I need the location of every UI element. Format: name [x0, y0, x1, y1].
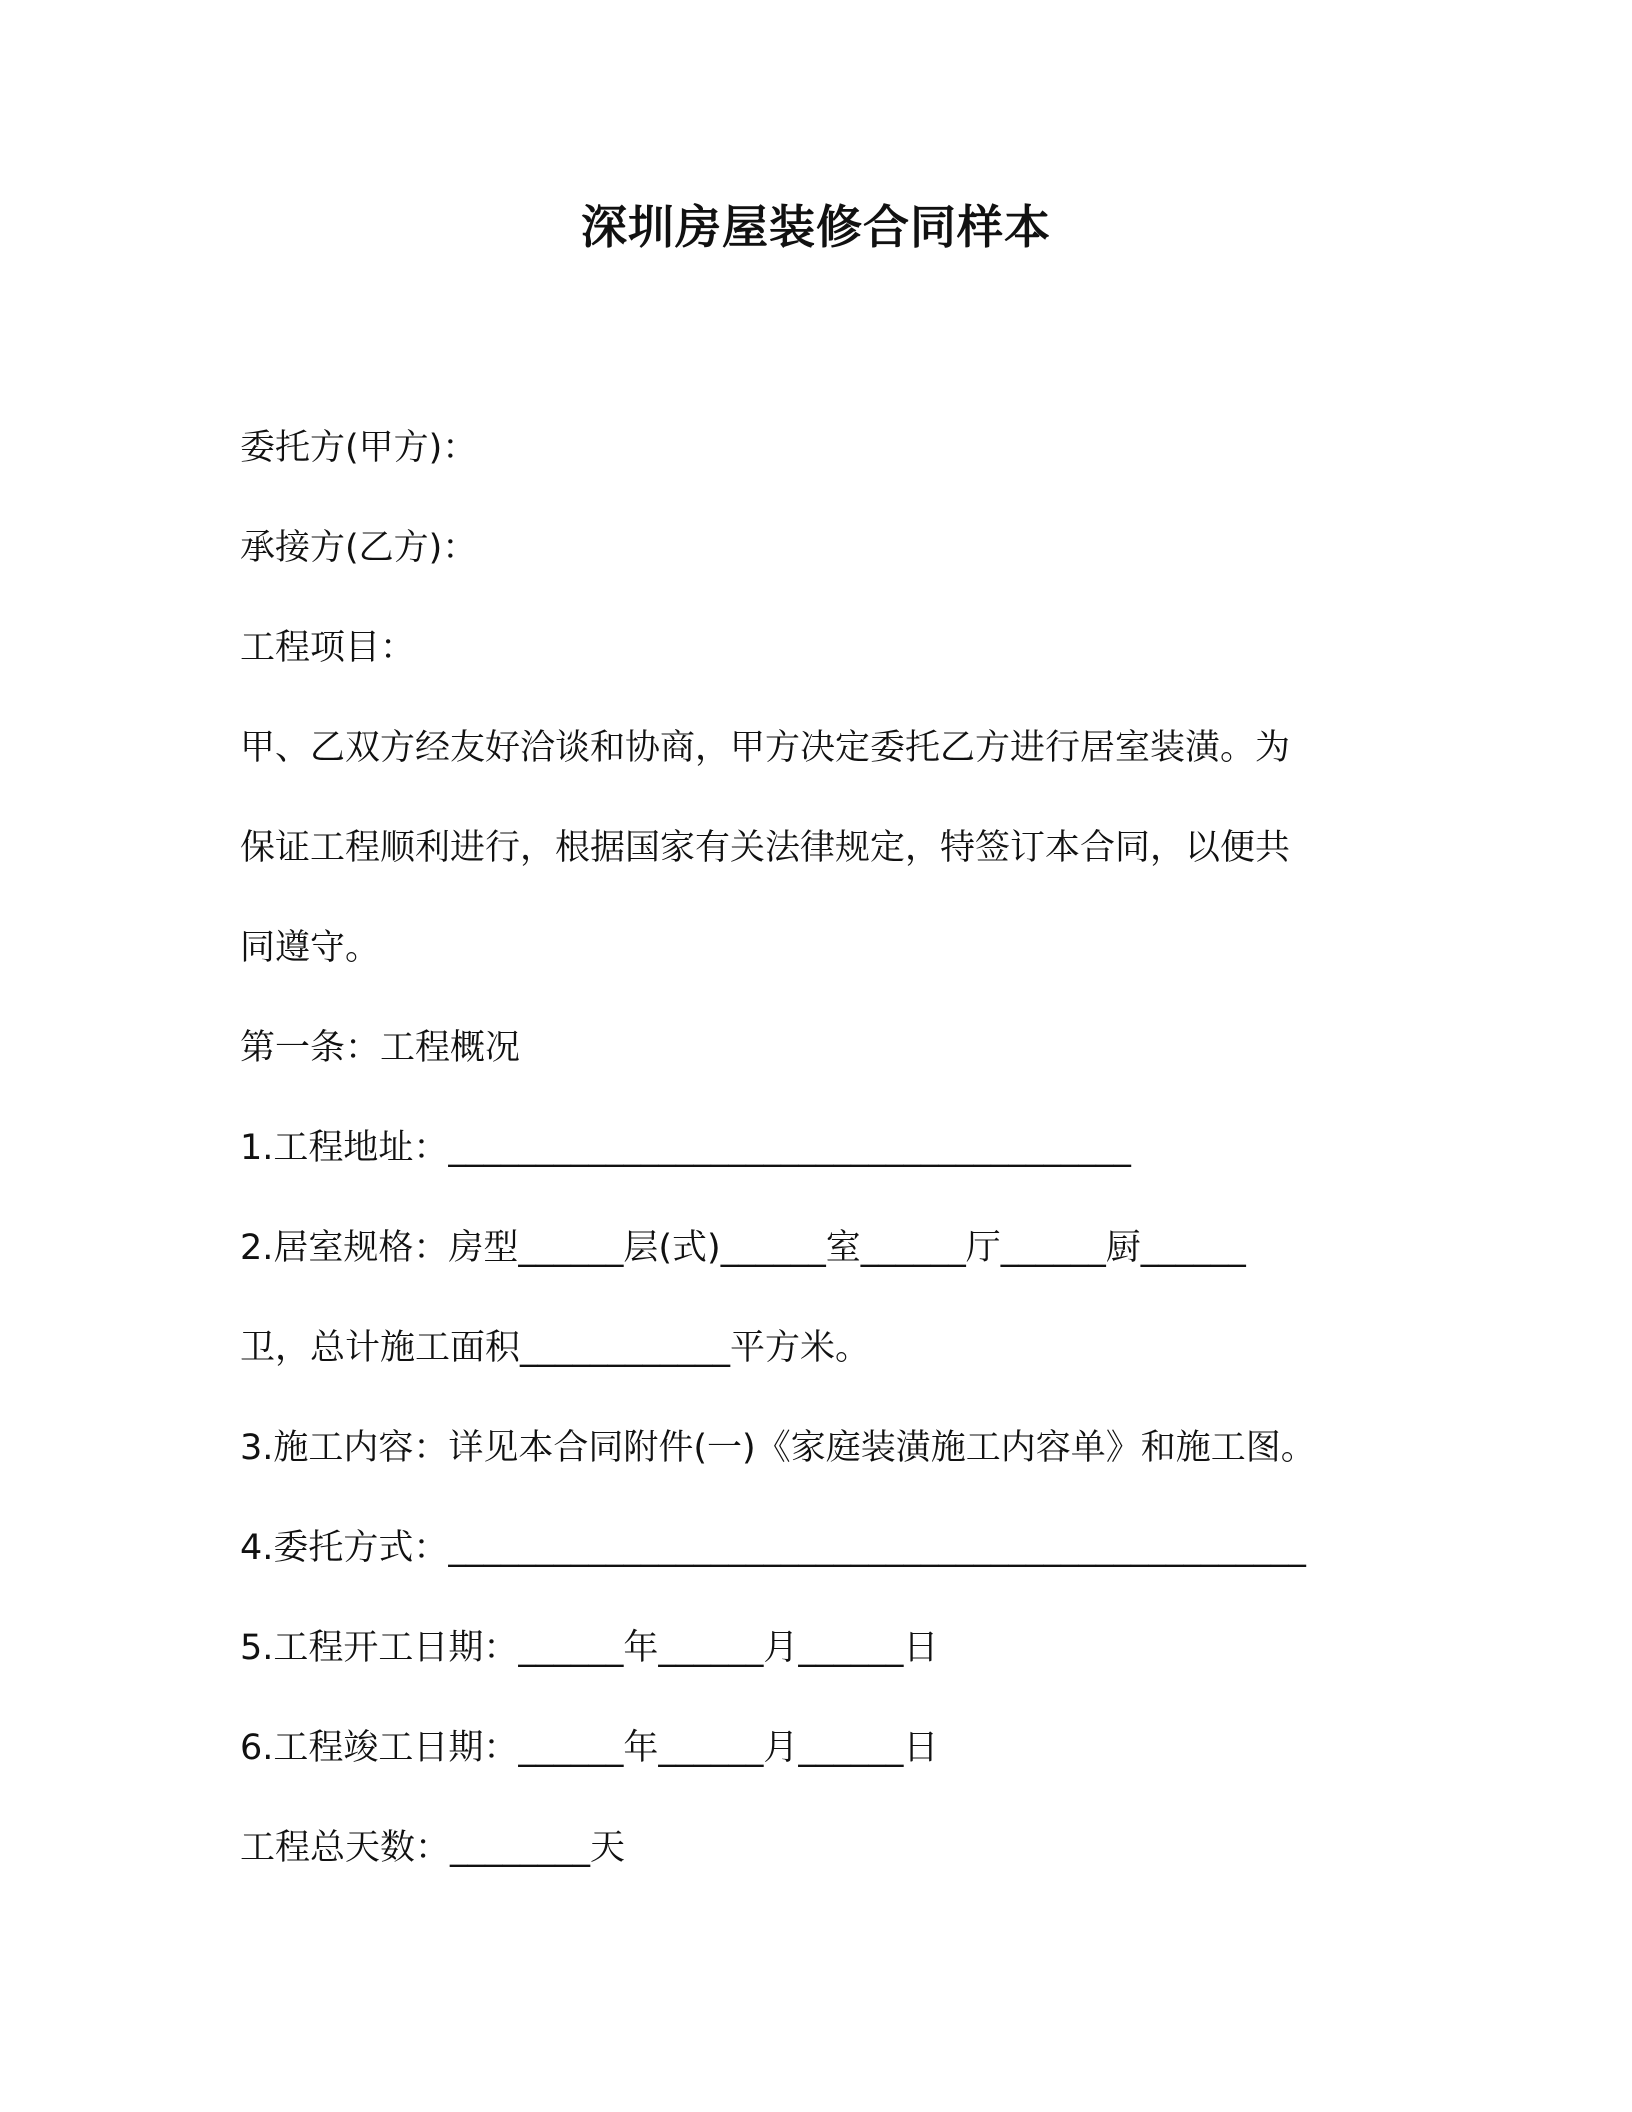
party-b-line: 承接方(乙方)： — [240, 528, 478, 568]
item-address: 1.工程地址：_______________________________________ — [240, 1128, 1131, 1168]
item-room-spec: 2.居室规格：房型______层(式)______室______厅______厨______ — [240, 1228, 1246, 1268]
total-days-line: 工程总天数：________天 — [240, 1828, 626, 1868]
item-construction-content: 3.施工内容：详见本合同附件(一)《家庭装潢施工内容单》和施工图。 — [240, 1428, 1316, 1468]
item-room-spec-cont: 卫，总计施工面积____________平方米。 — [240, 1328, 871, 1368]
item-completion-date: 6.工程竣工日期：______年______月______日 — [240, 1728, 939, 1768]
item-commission-method: 4.委托方式：_________________________________________________ — [240, 1528, 1306, 1568]
intro-paragraph-line-3: 同遵守。 — [240, 928, 381, 968]
article-one-heading: 第一条：工程概况 — [240, 1028, 521, 1068]
project-line: 工程项目： — [240, 628, 416, 668]
intro-paragraph-line-1: 甲、乙双方经友好洽谈和协商，甲方决定委托乙方进行居室装潢。为 — [240, 728, 1291, 768]
document-title: 深圳房屋装修合同样本 — [581, 200, 1051, 254]
item-start-date: 5.工程开工日期：______年______月______日 — [240, 1628, 939, 1668]
party-a-line: 委托方(甲方)： — [240, 428, 478, 468]
intro-paragraph-line-2: 保证工程顺利进行，根据国家有关法律规定，特签订本合同，以便共 — [240, 828, 1291, 868]
